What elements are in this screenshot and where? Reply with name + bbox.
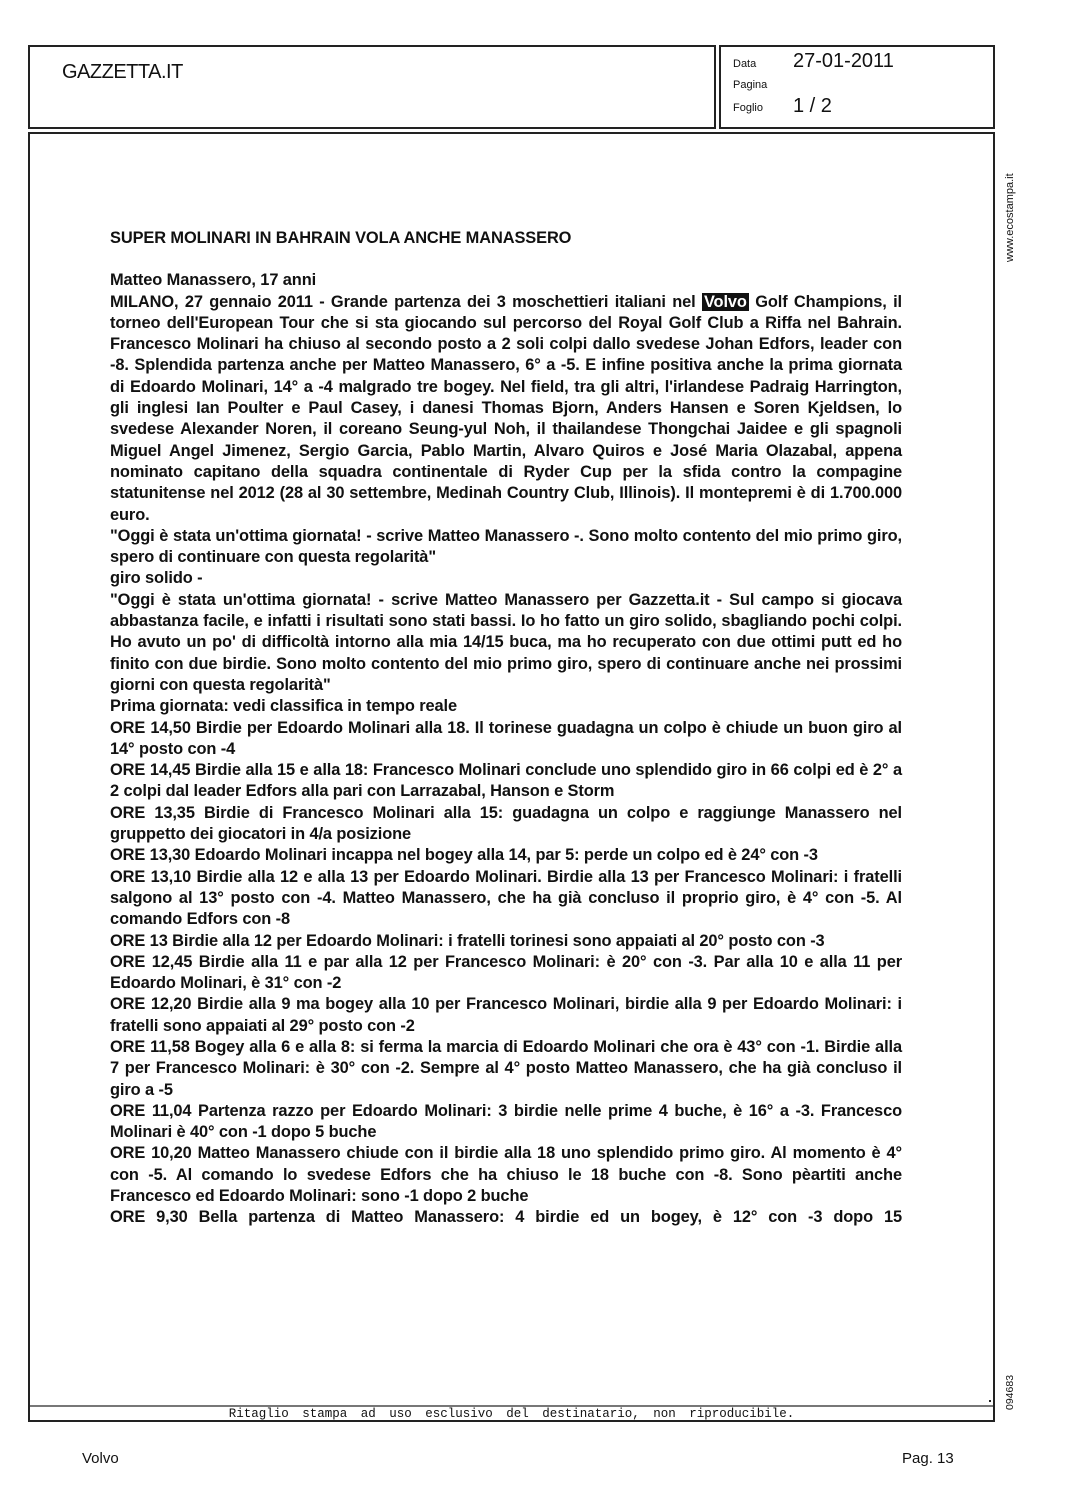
date-label: Data — [733, 58, 757, 70]
date-value: 27-01-2011 — [793, 50, 894, 72]
client-name: Volvo — [82, 1450, 119, 1467]
sheet-value: 1 / 2 — [793, 95, 832, 117]
live-update: ORE 12,45 Birdie alla 11 e par alla 12 per Francesco Molinari: è 20° con -3. Par alla 10 e alla 11 per Edoardo Molinari, è 31° con -2 — [110, 952, 902, 993]
paragraph: giro solido - — [110, 569, 203, 588]
live-update: ORE 14,45 Birdie alla 15 e alla 18: Francesco Molinari conclude uno splendido giro in 66 colpi ed è 2° a 2 colpi dal leader Edfors alla pari con Larrazabal, Hanson e Storm — [110, 761, 902, 801]
live-update: ORE 13,30 Edoardo Molinari incappa nel bogey alla 14, par 5: perde un colpo ed è 24° con -3 — [110, 846, 818, 865]
sheet-label: Foglio — [733, 102, 763, 114]
live-update: ORE 13 Birdie alla 12 per Edoardo Molinari: i fratelli torinesi sono appaiati al 20° posto con -3 — [110, 931, 825, 950]
live-update: ORE 12,20 Birdie alla 9 ma bogey alla 10 per Francesco Molinari, birdie alla 9 per Edoardo Molinari: i fratelli sono appaiati al 29° posto con -2 — [110, 995, 902, 1035]
lead-paragraph — [110, 292, 902, 526]
clipping-code: 094683 — [1004, 1374, 1016, 1410]
ecostampa-url: www.ecostampa.it — [1004, 173, 1016, 262]
paragraph: "Oggi è stata un'ottima giornata! - scrive Matteo Manassero per Gazzetta.it - Sul campo si giocava abbastanza facile, e infatti i risultati sono stati bassi. Io ho fatto un giro solido, sbagliando pochi colpi. Ho avuto un po' di difficoltà intorno alla mia 14/15 buca, ma ho recuperato con due ottimi putt ed ho finito con due birdie. Sono molto contento del mio primo giro, spero di continuare anche nei prossimi giorni con questa regolarità" — [110, 590, 902, 694]
live-update: ORE 13,10 Birdie alla 12 e alla 13 per Edoardo Molinari. Birdie alla 13 per Francesco Molinari: i fratelli salgono al 13° posto con -4. Matteo Manassero, che ha già concluso il proprio giro, è 4° con -5. Al comando Edfors con -8 — [110, 867, 902, 929]
reproduction-disclaimer: Ritaglio stampa ad uso esclusivo del destinatario, non riproducibile. — [228, 1407, 795, 1421]
page-number: Pag. 13 — [902, 1450, 954, 1467]
live-update: ORE 14,50 Birdie per Edoardo Molinari alla 18. Il torinese guadagna un colpo è chiude un buon giro al 14° posto con -4 — [110, 718, 902, 758]
page-label: Pagina — [733, 79, 768, 91]
article-title: SUPER MOLINARI IN BAHRAIN VOLA ANCHE MANASSERO — [110, 229, 572, 247]
divider-dot — [989, 1400, 991, 1402]
article-body — [110, 228, 902, 1229]
live-update: ORE 11,58 Bogey alla 6 e alla 8: si ferma la marcia di Edoardo Molinari che ora è 43° con -1. Birdie alla 7 per Francesco Molinari: è 30° con -2. Sempre al 4° posto Matteo Manassero, che ha già concluso il giro a -5 — [110, 1037, 902, 1099]
live-update: ORE 13,35 Birdie di Francesco Molinari alla 15: guadagna un colpo e raggiunge Manassero nel gruppetto dei giocatori in 4/a posizione — [110, 803, 902, 844]
lead-text-start: MILANO, 27 gennaio 2011 - Grande partenza dei 3 moschettieri italiani nel — [110, 292, 702, 311]
live-update: ORE 9,30 Bella partenza di Matteo Manassero: 4 birdie ed un bogey, è 12° con -3 dopo 15 — [110, 1208, 902, 1227]
live-update: ORE 10,20 Matteo Manassero chiude con il birdie alla 18 uno splendido primo giro. Al momento è 4° con -5. Al comando lo svedese Edfors che ha chiuso le 18 buche con -8. Sono pèartiti anche Francesco ed Edoardo Molinari: sono -1 dopo 2 buche — [110, 1144, 902, 1206]
publication-masthead: GAZZETTA.IT — [62, 61, 183, 83]
masthead-box — [28, 45, 716, 129]
paragraph: "Oggi è stata un'ottima giornata! - scrive Matteo Manassero -. Sono molto contento del mio primo giro, spero di continuare con questa regolarità" — [110, 526, 902, 567]
paragraph: Prima giornata: vedi classifica in tempo reale — [110, 697, 458, 716]
live-update: ORE 11,04 Partenza razzo per Edoardo Molinari: 3 birdie nelle prime 4 buche, è 16° a -3. Francesco Molinari è 40° con -1 dopo 5 buche — [110, 1101, 902, 1142]
lead-text-end: Golf Champions, il torneo dell'European Tour che si sta giocando sul percorso del Royal Golf Club a Riffa nel Bahrain. Francesco Molinari ha chiuso al secondo posto a 2 soli colpi dallo svedese Johan Edfors, leader con -8. Splendida partenza anche per Matteo Manassero, 6° a -5. E infine positiva anche la prima giornata di Edoardo Molinari, 14° a -4 malgrado tre bogey. Nel field, tra gli altri, l'irlandese Padraig Harrington, gli inglesi Ian Poulter e Paul Casey, i danesi Thomas Bjorn, Anders Hansen e Soren Kjeldsen, lo svedese Alexander Noren, il coreano Seung-yul Noh, il thailandese Thongchai Jaidee e gli spagnoli Miguel Angel Jimenez, Sergio Garcia, Pablo Martin, Alvaro Quiros e José Maria Olazabal, appena nominato capitano della squadra continentale di Ryder Cup per la sfida contro la compagine statunitense nel 2012 (28 al 30 settembre, Medinah Country Club, Illinois). Il montepremi è di 1.700.000 euro. — [110, 292, 902, 524]
metadata-box — [719, 45, 995, 129]
photo-caption: Matteo Manassero, 17 anni — [110, 271, 317, 290]
highlighted-keyword: Volvo — [703, 292, 747, 311]
